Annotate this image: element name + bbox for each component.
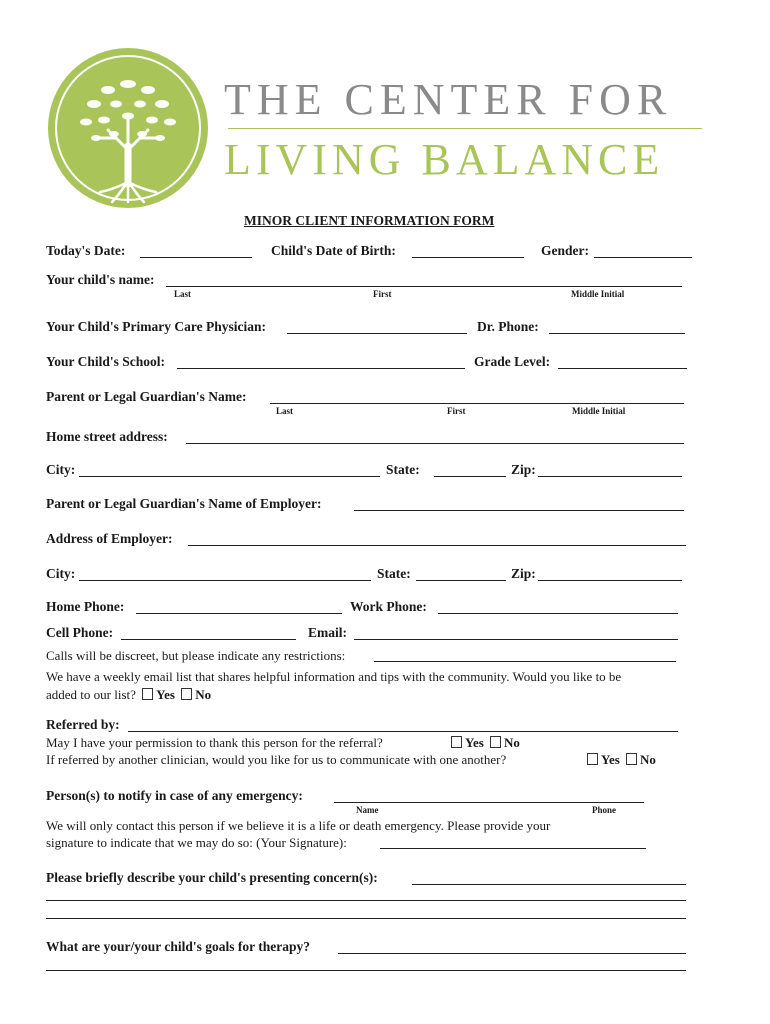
clinician-yes-checkbox[interactable] [587,753,598,765]
zip-field[interactable] [538,476,682,477]
cell-phone-label: Cell Phone: [46,625,114,640]
referred-by-label: Referred by: [46,717,120,732]
child-name-first-caption: First [373,289,392,299]
employer-city-field[interactable] [79,580,371,581]
emergency-contact-field[interactable] [334,802,644,803]
logo-divider [228,128,702,129]
work-phone-field[interactable] [438,613,678,614]
signature-field[interactable] [380,848,646,849]
child-name-last-caption: Last [174,289,192,299]
concerns-field-3[interactable] [46,918,686,919]
calls-restrictions-label: Calls will be discreet, but please indicate any restrictions: [46,648,346,663]
zip-label: Zip: [511,462,536,477]
cell-phone-field[interactable] [121,639,296,640]
child-name-middle-caption: Middle Initial [571,289,625,299]
guardian-first-caption: First [447,406,466,416]
employer-address-field[interactable] [188,545,686,546]
grade-level-field[interactable] [558,368,687,369]
grade-level-label: Grade Level: [474,354,551,369]
newsletter-no-label: No [195,687,212,702]
child-name-label: Your child's name: [46,272,155,287]
emergency-name-caption: Name [356,805,379,815]
logo-line-2: LIVING BALANCE [224,135,665,184]
concerns-field-1[interactable] [412,884,686,885]
newsletter-yes-label: Yes [156,687,175,702]
guardian-middle-caption: Middle Initial [572,406,626,416]
newsletter-no-checkbox[interactable] [181,688,192,700]
clinician-no-label: No [640,752,656,767]
employer-zip-label: Zip: [511,566,536,581]
goals-field-2[interactable] [46,970,686,971]
school-label: Your Child's School: [46,354,166,369]
emergency-contact-label: Person(s) to notify in case of any emergency: [46,788,303,803]
emergency-note-2: signature to indicate that we may do so: (Your Signature): [46,835,347,850]
guardian-name-field[interactable] [270,403,684,404]
child-name-field[interactable] [166,286,682,287]
child-dob-field[interactable] [412,257,524,258]
clinician-communication-options [584,752,656,768]
gender-label: Gender: [541,243,589,258]
dr-phone-field[interactable] [549,333,685,334]
concerns-field-2[interactable] [46,900,686,901]
dr-phone-label: Dr. Phone: [477,319,539,334]
newsletter-yes-checkbox[interactable] [142,688,153,700]
todays-date-field[interactable] [140,257,252,258]
goals-label: What are your/your child's goals for therapy? [46,939,311,954]
calls-restrictions-field[interactable] [374,661,676,662]
newsletter-text-2: added to our list? [46,687,136,702]
home-address-field[interactable] [186,443,684,444]
permission-yes-label: Yes [465,735,484,750]
home-phone-field[interactable] [136,613,342,614]
employer-name-label: Parent or Legal Guardian's Name of Employer: [46,496,322,511]
todays-date-label: Today's Date: [46,243,126,258]
school-field[interactable] [177,368,465,369]
state-field[interactable] [434,476,506,477]
employer-zip-field[interactable] [538,580,682,581]
city-label: City: [46,462,76,477]
state-label: State: [386,462,420,477]
email-field[interactable] [354,639,678,640]
newsletter-question [46,687,211,703]
referral-permission-options [448,735,520,751]
referred-by-field[interactable] [128,731,678,732]
emergency-note-1: We will only contact this person if we believe it is a life or death emergency. Please provide your [46,818,551,833]
employer-state-label: State: [377,566,411,581]
permission-no-checkbox[interactable] [490,736,501,748]
gender-field[interactable] [594,257,692,258]
work-phone-label: Work Phone: [350,599,427,614]
child-dob-label: Child's Date of Birth: [271,243,396,258]
physician-label: Your Child's Primary Care Physician: [46,319,267,334]
email-label: Email: [308,625,347,640]
guardian-name-label: Parent or Legal Guardian's Name: [46,389,247,404]
employer-city-label: City: [46,566,76,581]
permission-no-label: No [504,735,520,750]
home-address-label: Home street address: [46,429,168,444]
logo [46,46,210,210]
permission-yes-checkbox[interactable] [451,736,462,748]
referral-permission-text: May I have your permission to thank this person for the referral? [46,735,383,750]
home-phone-label: Home Phone: [46,599,125,614]
clinician-yes-label: Yes [601,752,620,767]
guardian-last-caption: Last [276,406,294,416]
employer-state-field[interactable] [416,580,506,581]
employer-address-label: Address of Employer: [46,531,173,546]
city-field[interactable] [79,476,380,477]
goals-field-1[interactable] [338,953,686,954]
employer-name-field[interactable] [354,510,684,511]
concerns-label: Please briefly describe your child's presenting concern(s): [46,870,378,885]
newsletter-text-1: We have a weekly email list that shares helpful information and tips with the community. Would you like to be [46,669,622,684]
logo-line-1: THE CENTER FOR [224,75,673,124]
emergency-phone-caption: Phone [592,805,617,815]
form-title: MINOR CLIENT INFORMATION FORM [244,213,495,228]
tree-logo-icon [46,46,210,210]
clinician-communication-text: If referred by another clinician, would you like for us to communicate with one another? [46,752,507,767]
physician-field[interactable] [287,333,467,334]
clinician-no-checkbox[interactable] [626,753,637,765]
